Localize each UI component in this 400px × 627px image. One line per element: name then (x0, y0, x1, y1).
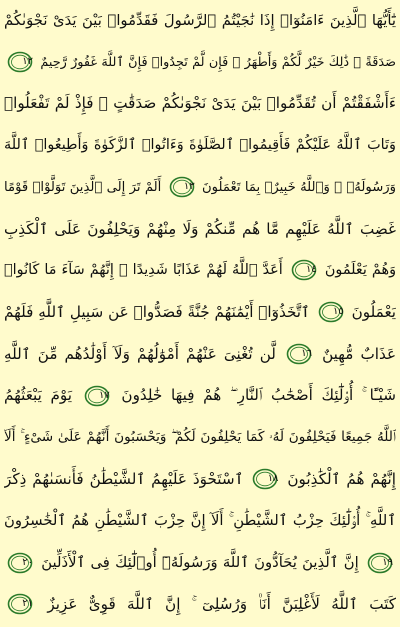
verse-line (4, 252, 396, 289)
verse-text: يَٰٓأَيُّهَا ٱلَّذِينَ ءَامَنُوٓا۟ إِذَا نَٰجَيْتُمُ ٱلرَّسُولَ فَقَدِّمُوا۟ بَيْنَ يَدَىْ نَجْوَىٰكُمْ (4, 12, 396, 29)
ayah-number: ١٦ (301, 348, 312, 360)
verse-text: يَعْمَلُونَ (351, 302, 396, 321)
verse-line (4, 586, 396, 623)
verse-text: ٱللَّهِ ۚ أُو۟لَٰٓئِكَ حِزْبُ ٱلشَّيْطَٰنِ ۚ أَلَآ إِنَّ حِزْبَ ٱلشَّيْطَٰنِ هُمُ ٱلْخَٰسِرُونَ (4, 512, 396, 530)
verse-line (4, 211, 396, 248)
ayah-number: ٢١ (22, 598, 33, 610)
verse-line (4, 2, 396, 39)
ayah-number: ١٧ (98, 389, 110, 401)
verse-line (4, 85, 396, 122)
ayah-number: ١٤ (306, 264, 317, 276)
verse-text: إِنَّ ٱلَّذِينَ يُحَآدُّونَ ٱللَّهَ وَرَسُولَهُۥٓ أُو۟لَٰٓئِكَ فِى ٱلْأَذَلِّينَ (41, 554, 359, 572)
verse-line (4, 127, 396, 164)
ayah-number: ١٢ (22, 56, 33, 68)
verse-text: صَدَقَةً ۚ ذَٰلِكَ خَيْرٌ لَّكُمْ وَأَطْهَرُ ۚ فَإِن لَّمْ تَجِدُوا۟ فَإِنَّ ٱللَّهَ غَفُورٌ رَّحِيمٌ (40, 54, 396, 70)
verse-text: غَضِبَ ٱللَّهُ عَلَيْهِم مَّا هُم مِّنكُمْ وَلَا مِنْهُمْ وَيَحْلِفُونَ عَلَى ٱلْكَذِبِ (4, 219, 396, 238)
ayah-number: ١٥ (333, 306, 344, 318)
ayah-number-marker (286, 343, 312, 365)
ayah-number: ١٩ (382, 557, 393, 569)
ayah-number: ٢٠ (22, 557, 33, 569)
verse-line (4, 419, 396, 456)
ayah-number-marker (84, 385, 110, 407)
verse-line (4, 502, 396, 539)
verse-text: وَرَسُولَهُۥ ۚ وَٱللَّهُ خَبِيرٌۢ بِمَا تَعْمَلُونَ (202, 179, 396, 195)
verse-text: أَعَدَّ ٱللَّهُ لَهُمْ عَذَابًا شَدِيدًا ۖ إِنَّهُمْ سَآءَ مَا كَانُوا۟ (4, 262, 283, 279)
verse-text: يَوْمَ يَبْعَثُهُمُ (4, 386, 73, 405)
ayah-number-marker (291, 259, 317, 281)
verse-line (4, 169, 396, 206)
verse-line (4, 294, 396, 331)
verse-text: ٱتَّخَذُوٓا۟ أَيْمَٰنَهُمْ جُنَّةً فَصَدُّوا۟ عَن سَبِيلِ ٱللَّهِ فَلَهُمْ (4, 302, 310, 321)
ayah-number-marker (7, 51, 33, 73)
verse-text: شَيْـًٔا ۚ أُو۟لَٰٓئِكَ أَصْحَٰبُ ٱلنَّارِ ۖ هُمْ فِيهَا خَٰلِدُونَ (121, 386, 396, 405)
verse-text: وَهُمْ يَعْلَمُونَ (324, 262, 396, 279)
verse-text: ءَأَشْفَقْتُمْ أَن تُقَدِّمُوا۟ بَيْنَ يَدَىْ نَجْوَىٰكُمْ صَدَقَٰتٍ ۚ فَإِذْ لَمْ تَفْعَلُوا۟ (4, 94, 396, 113)
verse-line (4, 336, 396, 373)
verse-text: ٱللَّهُ جَمِيعًا فَيَحْلِفُونَ لَهُۥ كَمَا يَحْلِفُونَ لَكُمْ ۖ وَيَحْسَبُونَ أَنَّهُمْ عَلَىٰ شَىْءٍ ۚ أَلَآ (4, 429, 396, 446)
ayah-number-marker (7, 593, 33, 615)
verse-text: إِنَّهُمْ هُمُ ٱلْكَٰذِبُونَ (287, 469, 396, 488)
verse-line (4, 544, 396, 581)
ayah-number-marker (169, 176, 195, 198)
verse-text: وَتَابَ ٱللَّهُ عَلَيْكُمْ فَأَقِيمُوا۟ ٱلصَّلَوٰةَ وَءَاتُوا۟ ٱلزَّكَوٰةَ وَأَطِيعُوا۟ ٱللَّهَ (4, 137, 396, 154)
verse-text: كَتَبَ ٱللَّهُ لَأَغْلِبَنَّ أَنَا۠ وَرُسُلِىٓ ۚ إِنَّ ٱللَّهَ قَوِىٌّ عَزِيزٌ (47, 594, 396, 613)
verse-line (4, 377, 396, 414)
verse-line (4, 461, 396, 498)
ayah-number-marker (252, 468, 278, 490)
verse-text: ٱسْتَحْوَذَ عَلَيْهِمُ ٱلشَّيْطَٰنُ فَأَنسَىٰهُمْ ذِكْرَ (4, 469, 244, 488)
ayah-number-marker (7, 552, 33, 574)
ayah-number: ١٨ (267, 473, 279, 485)
ayah-number: ١٣ (183, 180, 195, 192)
ayah-number-marker (318, 301, 344, 323)
verse-text: عَذَابٌ مُّهِينٌ (322, 344, 396, 363)
verse-line (4, 44, 396, 81)
verse-text: أَلَمْ تَرَ إِلَى ٱلَّذِينَ تَوَلَّوْا۟ قَوْمًا (4, 179, 162, 195)
verse-text: لَّن تُغْنِىَ عَنْهُمْ أَمْوَٰلُهُمْ وَلَآ أَوْلَٰدُهُم مِّنَ ٱللَّهِ (4, 344, 276, 363)
ayah-number-marker (367, 552, 393, 574)
